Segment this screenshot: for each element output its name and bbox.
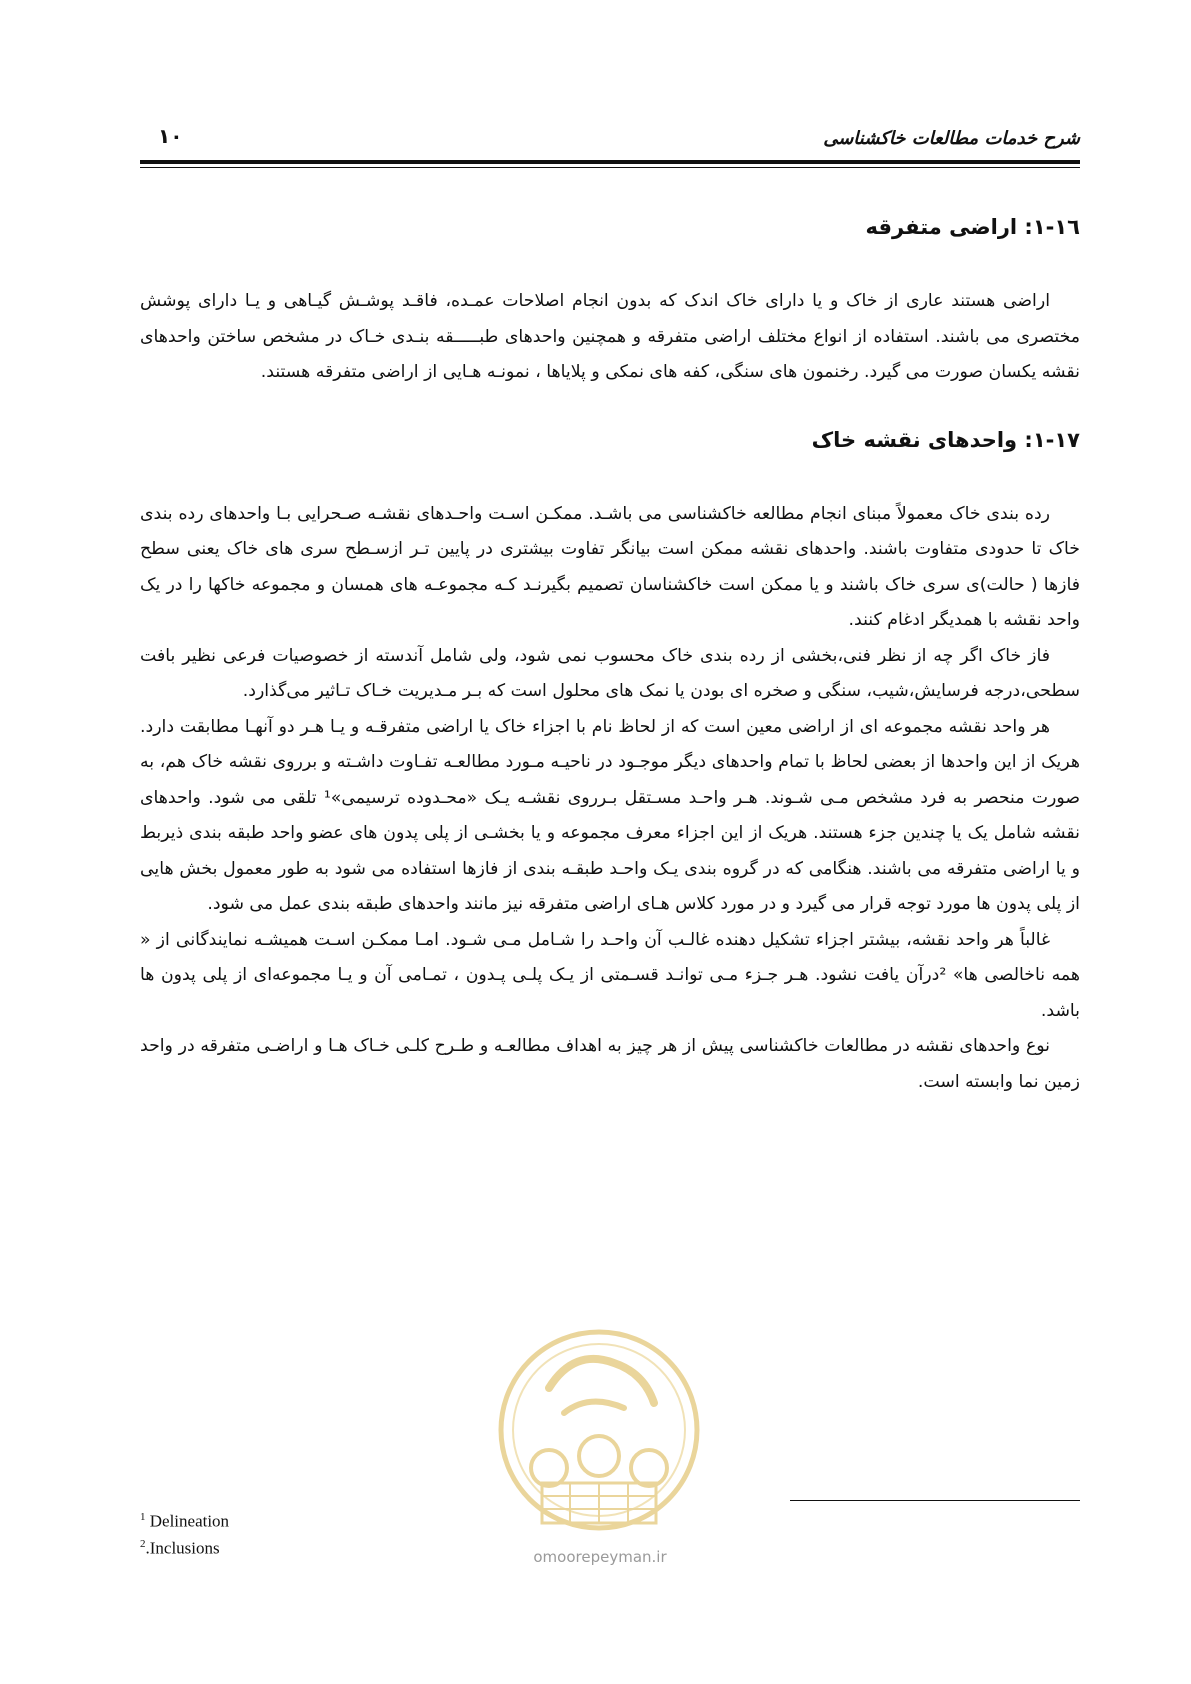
footnotes <box>140 1506 229 1559</box>
footnote <box>140 1506 229 1533</box>
paragraph: هر واحد نقشه مجموعه ای از اراضی معین است که از لحاظ نام با اجزاء خاک یا اراضی متفرقـه و یـا هـر دو آنهـا مطابقت دارد. هریک از این واحدها از بعضی لحاظ با تمام واحدهای دیگر موجـود در ناحیـه مـورد مطالعـه تفـاوت داشـته و برروی نقشه خاک هم، به صورت منحصر به فرد مشخص مـی شـوند. هـر واحـد مسـتقل بـرروی نقشـه یـک «محـدوده ترسیمی»¹ تلقی می شود. واحدهای نقشه شامل یک یا چندین جزء هستند. هریک از این اجزاء معرف مجموعه و یا بخشـی از پلی پدون های عضو واحد طبقه بندی ذیربط و یا اراضی متفرقه می باشند. هنگامی که در گروه بندی یـک واحـد طبقـه بندی از فازها استفاده می شود به طور معمول بخش هایی از پلی پدون ها مورد توجه قرار می گیرد و در مورد کلاس هـای اراضی متفرقه نیز مانند واحدهای طبقه بندی عمل می شود. <box>140 716 1080 914</box>
footnote-text: .Inclusions <box>145 1538 220 1558</box>
footnote-text: Delineation <box>145 1511 230 1531</box>
page-number: ۱۰ <box>158 124 183 148</box>
footnote-number: 2 <box>140 1537 146 1550</box>
header-rule-thick <box>140 160 1080 164</box>
paragraph: اراضی هستند عاری از خاک و یا دارای خاک اندک که بدون انجام اصلاحات عمـده، فاقـد پوشـش گیـاهی و یـا دارای پوشش مختصری می باشند. استفاده از انواع مختلف اراضی متفرقه و همچنین واحدهای طبـــــقه بنـدی خـاک در مشخص ساختن واحدهای نقشه یکسان صورت می گیرد. رخنمون های سنگی، کفه های نمکی و پلایاها ، نمونـه هـایی از اراضی متفرقه هستند. <box>140 291 1080 382</box>
header-rule-thin <box>140 167 1080 168</box>
page-header <box>140 118 1080 170</box>
paragraph: رده بندی خاک معمولاً مبنای انجام مطالعه خاکشناسی می باشـد. ممکـن اسـت واحـدهای نقشـه صـحرایی بـا واحدهای رده بندی خاک تا حدودی متفاوت باشند. واحدهای نقشه ممکن است بیانگر تفاوت بیشتری در پایین تـر ازسـطح سری های خاک یعنی سطح فازها ( حالت)ی سری خاک باشند و یا ممکن است خاکشناسان تصمیم بگیرنـد کـه مجموعـه های همسان و مجموعه خاکها را در یک واحد نقشه با همدیگر ادغام کنند. <box>140 503 1080 630</box>
section-miscellaneous-lands <box>140 212 1080 391</box>
section-heading: ۱-۱۷: واحدهای نقشه خاک <box>811 427 1080 452</box>
footnote-separator <box>790 1500 1080 1501</box>
paragraph: غالباً هر واحد نقشه، بیشتر اجزاء تشکیل دهنده غالـب آن واحـد را شـامل مـی شـود. امـا ممکـن اسـت همیشـه نمایندگانی از « همه ناخالصی ها» ²درآن یافت نشود. هـر جـزء مـی توانـد قسـمتی از یـک پلـی پـدون ، تمـامی آن و یـا مجموعه‌ای از پلی پدون ها باشد. <box>140 929 1080 1021</box>
running-title: شرح خدمات مطالعات خاکشناسی <box>823 128 1080 149</box>
paragraph: نوع واحدهای نقشه در مطالعات خاکشناسی پیش از هر چیز به اهداف مطالعـه و طـرح کلـی خـاک هـا و اراضـی متفرقه در واحد زمین نما وابسته است. <box>140 1036 1080 1092</box>
section-soil-map-units <box>140 425 1080 1101</box>
section-heading: ۱-۱٦: اراضی متفرقه <box>865 215 1080 239</box>
watermark-logo-icon <box>494 1318 704 1558</box>
watermark-url: omoorepeyman.ir <box>533 1548 667 1566</box>
page-body <box>140 212 1080 1134</box>
footnote-number: 1 <box>140 1511 146 1523</box>
paragraph: فاز خاک اگر چه از نظر فنی،بخشی از رده بندی خاک محسوب نمی شود، ولی شامل آندسته از خصوصیات فرعی نظیر بافت سطحی،درجه فرسایش،شیب، سنگی و صخره ای بودن یا نمک های محلول است که بـر مـدیریت خـاک تـاثیر می‌گذارد. <box>140 645 1080 701</box>
footnote <box>140 1533 229 1560</box>
